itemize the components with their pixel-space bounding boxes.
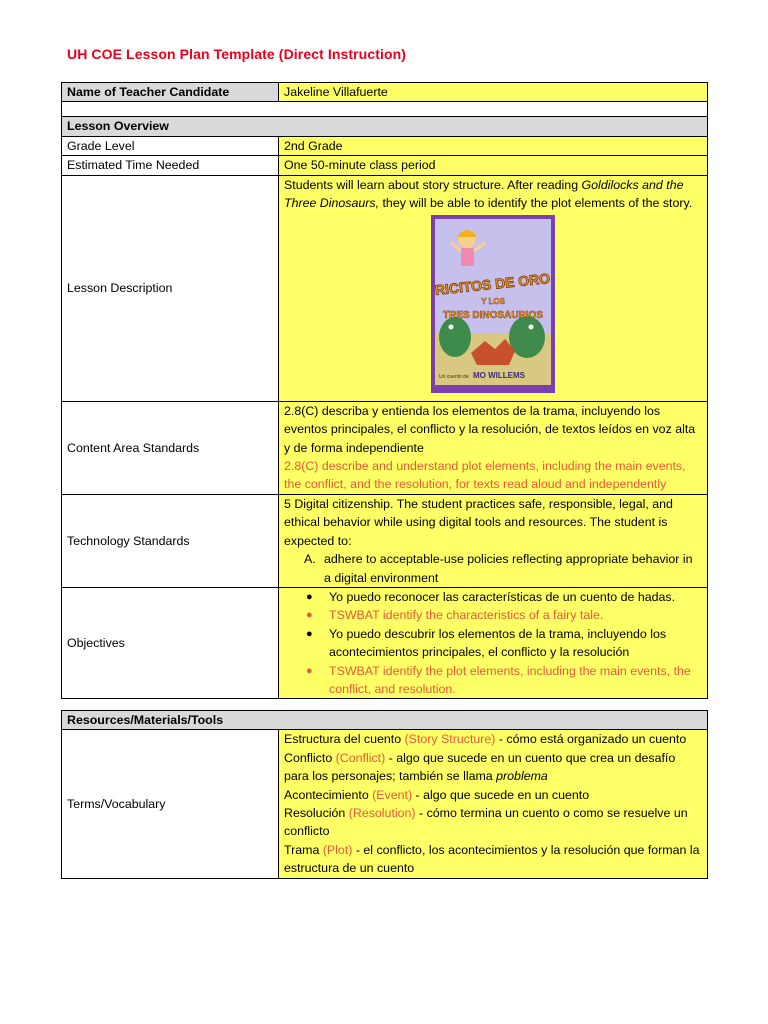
description-label: Lesson Description: [62, 175, 279, 401]
cover-author: MO WILLEMS: [473, 371, 525, 381]
objective-text: Yo puedo descubrir los elementos de la trama, incluyendo los acontecimientos principales, el conflicto y la resolución: [329, 626, 667, 660]
content-standards-row: [62, 401, 708, 494]
term-en: (Plot): [322, 842, 353, 857]
time-label: Estimated Time Needed: [62, 156, 279, 175]
grade-value: 2nd Grade: [279, 136, 708, 155]
objectives-list: [284, 588, 702, 698]
term-en: (Resolution): [348, 806, 416, 821]
cover-title-line3: TRES DINOSAURIOS: [442, 310, 544, 322]
term-es: Acontecimiento: [284, 787, 373, 802]
objective-text: TSWBAT identify the characteristics of a fairy tale.: [329, 608, 604, 623]
description-pre: Students will learn about story structure. After reading: [284, 177, 582, 192]
cover-title-line2: Y LOS: [481, 297, 505, 307]
book-cover-wrap: [284, 212, 702, 400]
spacer-row: [62, 102, 708, 117]
overview-header-row: [62, 117, 708, 136]
content-standard-en: 2.8(C) describe and understand plot elements, including the main events, the conflict, and the resolution, for texts read aloud and independently: [284, 459, 686, 492]
term-def: - el conflicto, los acontecimientos y la resolución que forman la estructura de un cuento: [284, 842, 700, 876]
term-es: Conflicto: [284, 750, 336, 765]
description-value: [279, 175, 708, 401]
objective-item: [306, 625, 702, 662]
description-row: [62, 175, 708, 401]
content-standard-es: 2.8(C) describa y entienda los elementos de la trama, incluyendo los eventos principales, el conflicto y la resolución, de textos leídos en voz alta y de forma independiente: [284, 403, 696, 455]
term-item: [284, 786, 702, 804]
objectives-value: [279, 587, 708, 698]
terms-row: [62, 730, 708, 878]
lesson-overview-table: [61, 82, 708, 699]
term-def: - algo que sucede en un cuento: [412, 787, 590, 802]
term-def: - algo que sucede en un cuento que crea un desafío para los personajes; también se llama: [284, 750, 676, 784]
objective-item: [306, 662, 702, 699]
book-cover-image: [431, 215, 555, 393]
resources-header-row: [62, 711, 708, 730]
teacher-label: Name of Teacher Candidate: [62, 83, 279, 102]
term-def: - cómo termina un cuento o como se resuelve un conflicto: [284, 806, 688, 839]
tech-standard-list: [284, 550, 702, 587]
description-text: [284, 176, 702, 213]
term-en: (Event): [372, 787, 413, 802]
tech-standards-label: Technology Standards: [62, 494, 279, 587]
bullet-icon: ●: [306, 609, 313, 622]
tech-standard-text: 5 Digital citizenship. The student practices safe, responsible, legal, and ethical behavior while using digital tools and resources. The student is expected to:: [284, 496, 673, 548]
term-es: Trama: [284, 842, 323, 857]
term-def: - cómo está organizado un cuento: [495, 732, 687, 747]
grade-row: [62, 136, 708, 155]
terms-value: [279, 730, 708, 878]
teacher-row: [62, 83, 708, 102]
term-en: (Conflict): [335, 750, 386, 765]
description-book-title: Goldilocks and the Three Dinosaurs,: [284, 177, 684, 211]
term-item: [284, 804, 702, 841]
objective-item: [306, 588, 702, 606]
description-post: they will be able to identify the plot elements of the story.: [379, 196, 693, 211]
term-es: Estructura del cuento: [284, 732, 405, 747]
objectives-row: [62, 587, 708, 698]
overview-header: Lesson Overview: [62, 117, 708, 136]
objective-text: Yo puedo reconocer las características de un cuento de hadas.: [329, 589, 676, 604]
document-title: UH COE Lesson Plan Template (Direct Instruction): [67, 46, 407, 62]
tech-standards-value: [279, 494, 708, 587]
terms-label: Terms/Vocabulary: [62, 730, 279, 878]
term-es: Resolución: [284, 806, 349, 821]
time-value: One 50-minute class period: [279, 156, 708, 175]
content-standards-label: Content Area Standards: [62, 401, 279, 494]
term-item: [284, 749, 702, 786]
tech-item-text: adhere to acceptable-use policies reflecting appropriate behavior in a digital environment: [324, 552, 693, 585]
cover-byline: Un cuento de: [439, 374, 469, 381]
tech-item-marker: A.: [304, 552, 316, 567]
objective-item: [306, 606, 702, 624]
spacer-cell: [62, 102, 708, 117]
term-italic: problema: [496, 769, 548, 784]
content-standards-value: [279, 401, 708, 494]
cover-title-line1: RICITOS DE ORO: [434, 270, 551, 299]
bullet-icon: ●: [306, 627, 313, 640]
resources-table: [61, 710, 708, 879]
resources-header: Resources/Materials/Tools: [62, 711, 708, 730]
time-row: [62, 156, 708, 175]
bullet-icon: ●: [306, 664, 313, 677]
objectives-label: Objectives: [62, 587, 279, 698]
objective-text: TSWBAT identify the plot elements, including the main events, the conflict, and resolution.: [329, 663, 691, 696]
teacher-value: Jakeline Villafuerte: [279, 83, 708, 102]
grade-label: Grade Level: [62, 136, 279, 155]
bullet-icon: ●: [306, 590, 313, 603]
term-en: (Story Structure): [404, 732, 496, 747]
term-item: [284, 841, 702, 878]
tech-standards-row: [62, 494, 708, 587]
tech-standard-item: [304, 550, 702, 587]
term-item: [284, 730, 702, 748]
